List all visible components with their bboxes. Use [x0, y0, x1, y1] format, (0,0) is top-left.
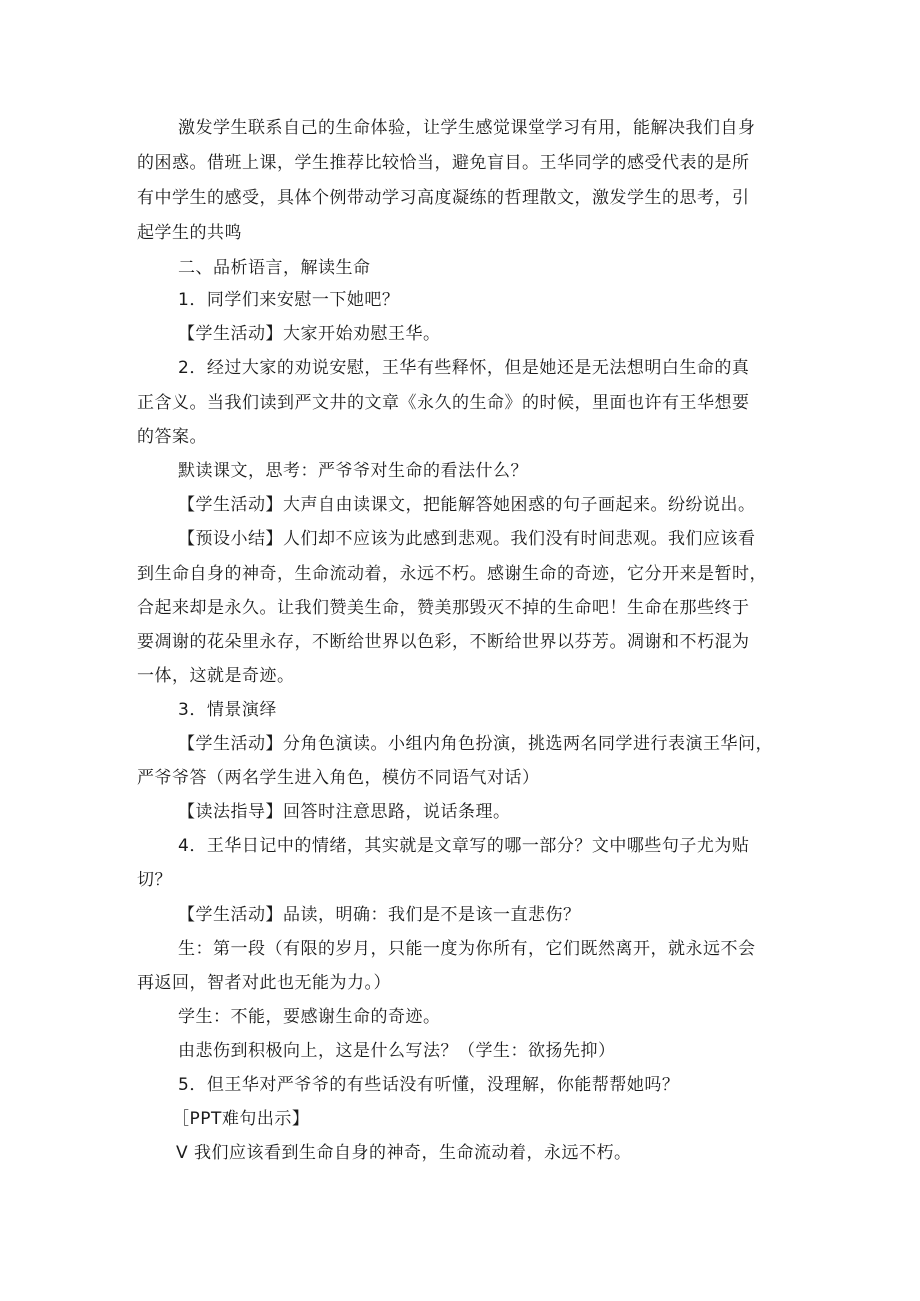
- text-line: 生：第一段（有限的岁月，只能一度为你所有，它们既然离开，就永远不会: [178, 939, 756, 959]
- numbered-item: 2．经过大家的劝说安慰，王华有些释怀，但是她还是无法想明白生命的真: [178, 358, 750, 378]
- text-line: 【预设小结】人们却不应该为此感到悲观。我们没有时间悲观。我们应该看: [178, 529, 756, 549]
- text-line: 学生：不能，要感谢生命的奇迹。: [178, 1007, 441, 1027]
- bullet-line: V 我们应该看到生命自身的神奇，生命流动着，永远不朽。: [176, 1143, 632, 1163]
- text-line: 【学生活动】大家开始劝慰王华。: [178, 324, 441, 344]
- text-line: 【读法指导】回答时注意思路，说话条理。: [178, 802, 511, 822]
- numbered-item: 5．但王华对严爷爷的有些话没有听懂，没理解，你能帮帮她吗？: [178, 1075, 680, 1095]
- numbered-item: 3．情景演绎: [178, 700, 277, 720]
- text-line: 一体，这就是奇迹。: [137, 666, 295, 686]
- text-line: 的困惑。借班上课，学生推荐比较恰当，避免盲目。王华同学的感受代表的是所: [137, 153, 750, 173]
- text-line: 有中学生的感受，具体个例带动学习高度凝练的哲理散文，激发学生的思考，引: [137, 188, 750, 208]
- text-line: 正含义。当我们读到严文井的文章《永久的生命》的时候，里面也许有王华想要: [137, 393, 750, 413]
- text-line: 的答案。: [137, 427, 207, 447]
- section-heading: 二、品析语言，解读生命: [178, 258, 371, 278]
- text-line: 【学生活动】大声自由读课文，把能解答她困惑的句子画起来。纷纷说出。: [178, 495, 756, 515]
- text-line: 起学生的共鸣: [137, 223, 242, 243]
- text-line: 【学生活动】分角色演读。小组内角色扮演，挑选两名同学进行表演王华问，: [178, 734, 773, 754]
- text-line: 激发学生联系自己的生命体验，让学生感觉课堂学习有用，能解决我们自身: [178, 118, 756, 138]
- text-line: ［PPT难句出示】: [172, 1109, 310, 1129]
- text-line: 合起来却是永久。让我们赞美生命，赞美那毁灭不掉的生命吧！生命在那些终于: [137, 598, 750, 618]
- numbered-item: 4．王华日记中的情绪，其实就是文章写的哪一部分？文中哪些句子尤为贴: [178, 836, 750, 856]
- text-line: 严爷爷答（两名学生进入角色，模仿不同语气对话）: [137, 768, 540, 788]
- text-line: 切？: [137, 870, 172, 890]
- text-line: 由悲伤到积极向上，这是什么写法？（学生：欲扬先抑）: [178, 1041, 616, 1061]
- text-line: 到生命自身的神奇，生命流动着，永远不朽。感谢生命的奇迹，它分开来是暂时，: [137, 564, 767, 584]
- text-line: 要凋谢的花朵里永存，不断给世界以色彩，不断给世界以芬芳。凋谢和不朽混为: [137, 632, 750, 652]
- text-line: 默读课文，思考：严爷爷对生命的看法什么？: [178, 461, 528, 481]
- numbered-item: 1．同学们来安慰一下她吧？: [178, 290, 400, 310]
- text-line: 【学生活动】品读，明确：我们是不是该一直悲伤？: [178, 905, 581, 925]
- text-line: 再返回，智者对此也无能为力。）: [137, 973, 391, 993]
